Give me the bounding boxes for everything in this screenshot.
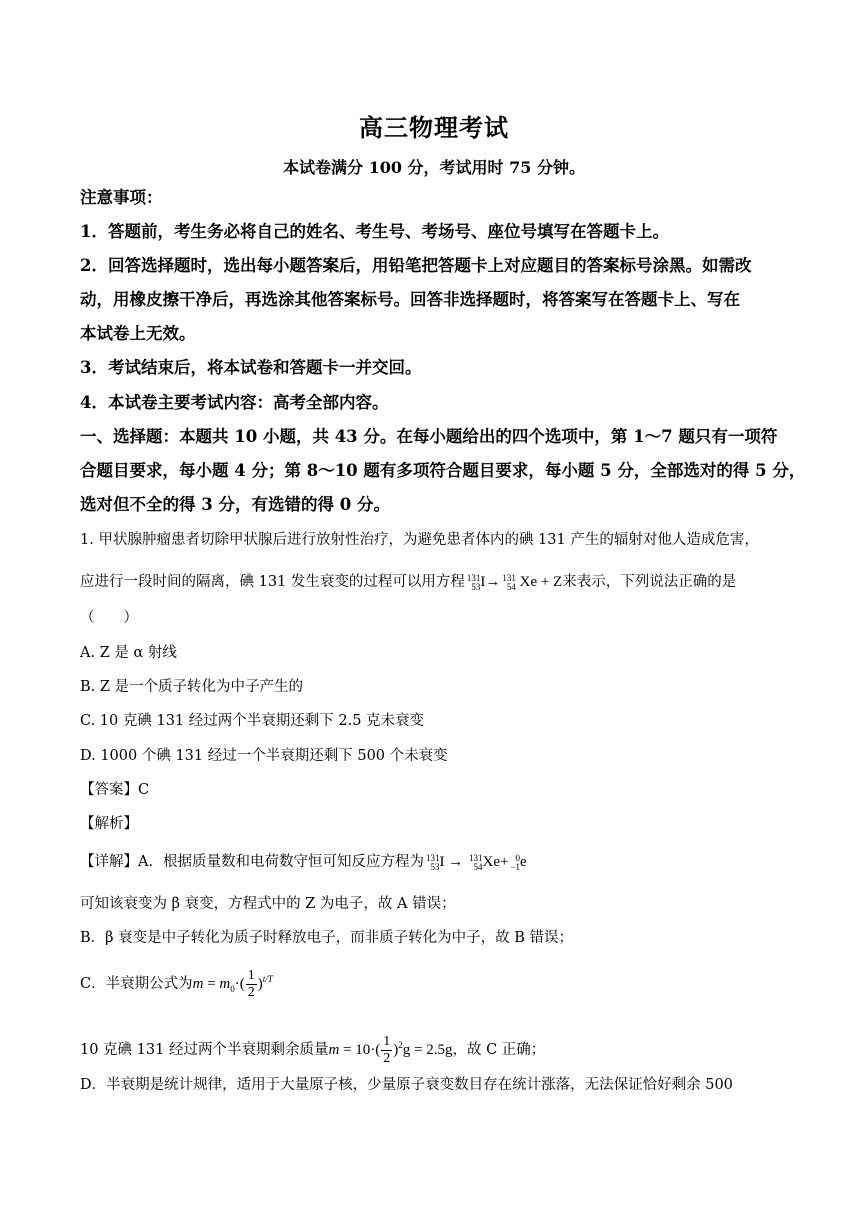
section-1-line-2: 合题目要求，每小题 4 分；第 8～10 题有多项符合题目要求，每小题 5 分，全部选对的得 5 分， [80, 461, 806, 480]
detail-electron-numbers: 0 −1 [510, 852, 521, 872]
detail-b: B．β 衰变是中子转化为质子时释放电子，而非质子转化为中子，故 B 错误； [80, 930, 574, 946]
answer-blank: （ ） [80, 610, 138, 626]
stem-line-2-text: 应进行一段时间的隔离，碘 131 发生衰变的过程可以用方程 [80, 574, 465, 590]
notice-item-3: 3．考试结束后，将本试卷和答题卡一并交回。 [80, 358, 422, 377]
notice-item-2-line-2: 动，用橡皮擦干净后，再选涂其他答案标号。回答非选择题时，将答案写在答题卡上、写在 [80, 290, 740, 309]
question-1-stem-line-1: 1. 甲状腺肿瘤患者切除甲状腺后进行放射性治疗，为避免患者体内的碘 131 产生的辐射对他人造成危害， [80, 532, 759, 548]
page-title: 高三物理考试 [359, 113, 509, 142]
xenon-isotope-numbers: 131 54 [502, 572, 516, 592]
detail-a-line [80, 852, 527, 872]
iodine-isotope-numbers: 131 53 [466, 572, 481, 592]
detail-c2-line [80, 1034, 545, 1067]
notice-item-2-line-3: 本试卷上无效。 [80, 324, 196, 343]
question-1-stem-line-2 [80, 572, 736, 592]
stem-line-2-end: 来表示，下列说法正确的是 [562, 574, 737, 590]
detail-d: D．半衰期是统计规律，适用于大量原子核，少量原子衰变数目存在统计涨落，无法保证恰好剩余 500 [80, 1077, 733, 1093]
section-1-line-3: 选对但不全的得 3 分，有选错的得 0 分。 [80, 495, 390, 514]
fraction-one-half: $\frac{1}{2}$ [247, 968, 255, 1000]
remaining-mass-formula: m = 10·( $\frac{1}{2}$ )$^2$g = 2.5g [328, 1034, 453, 1066]
decay-equation: 131 53 I→ 131 54 Xe + Z [466, 572, 563, 592]
notice-heading: 注意事项： [80, 188, 163, 207]
section-1-line-1: 一、选择题：本题共 10 小题，共 43 分。在每小题给出的四个选项中，第 1～7 题只有一项符 [80, 427, 778, 446]
fraction-one-half-2: $\frac{1}{2}$ [383, 1034, 391, 1066]
detail-a-text: 【详解】A．根据质量数和电荷数守恒可知反应方程为 [80, 854, 424, 870]
answer-label: 【答案】C [80, 782, 150, 798]
option-c: C. 10 克碘 131 经过两个半衰期还剩下 2.5 克未衰变 [80, 713, 425, 729]
notice-item-1: 1．答题前，考生务必将自己的姓名、考生号、考场号、座位号填写在答题卡上。 [80, 222, 669, 241]
detail-c2-end: ，故 C 正确； [452, 1041, 546, 1058]
detail-iodine-numbers: 131 53 [425, 852, 440, 872]
exam-subtitle: 本试卷满分 100 分，考试用时 75 分钟。 [283, 158, 585, 177]
detail-a-conclusion: 可知该衰变为 β 衰变，方程式中的 Z 为电子，故 A 错误； [80, 896, 456, 912]
notice-item-2-line-1: 2．回答选择题时，选出每小题答案后，用铅笔把答题卡上对应题目的答案标号涂黑。如需改 [80, 256, 752, 275]
half-life-formula: $m = m_0\cdot$( $\frac{1}{2}$ )$^{t/T}$ [192, 968, 273, 1000]
detail-c-line [80, 968, 273, 1001]
option-b: B. Z 是一个质子转化为中子产生的 [80, 679, 304, 695]
detail-equation: 131 53 I → 131 54 Xe+ 0 −1 e [425, 852, 527, 872]
notice-item-4: 4．本试卷主要考试内容：高考全部内容。 [80, 393, 389, 412]
option-d: D. 1000 个碘 131 经过一个半衰期还剩下 500 个未衰变 [80, 748, 448, 764]
option-a: A. Z 是 α 射线 [80, 645, 177, 661]
detail-c2-text: 10 克碘 131 经过两个半衰期剩余质量 [80, 1041, 329, 1058]
detail-xenon-numbers: 131 54 [468, 852, 483, 872]
detail-c-text: C．半衰期公式为 [80, 975, 193, 992]
analysis-label: 【解析】 [80, 816, 138, 832]
